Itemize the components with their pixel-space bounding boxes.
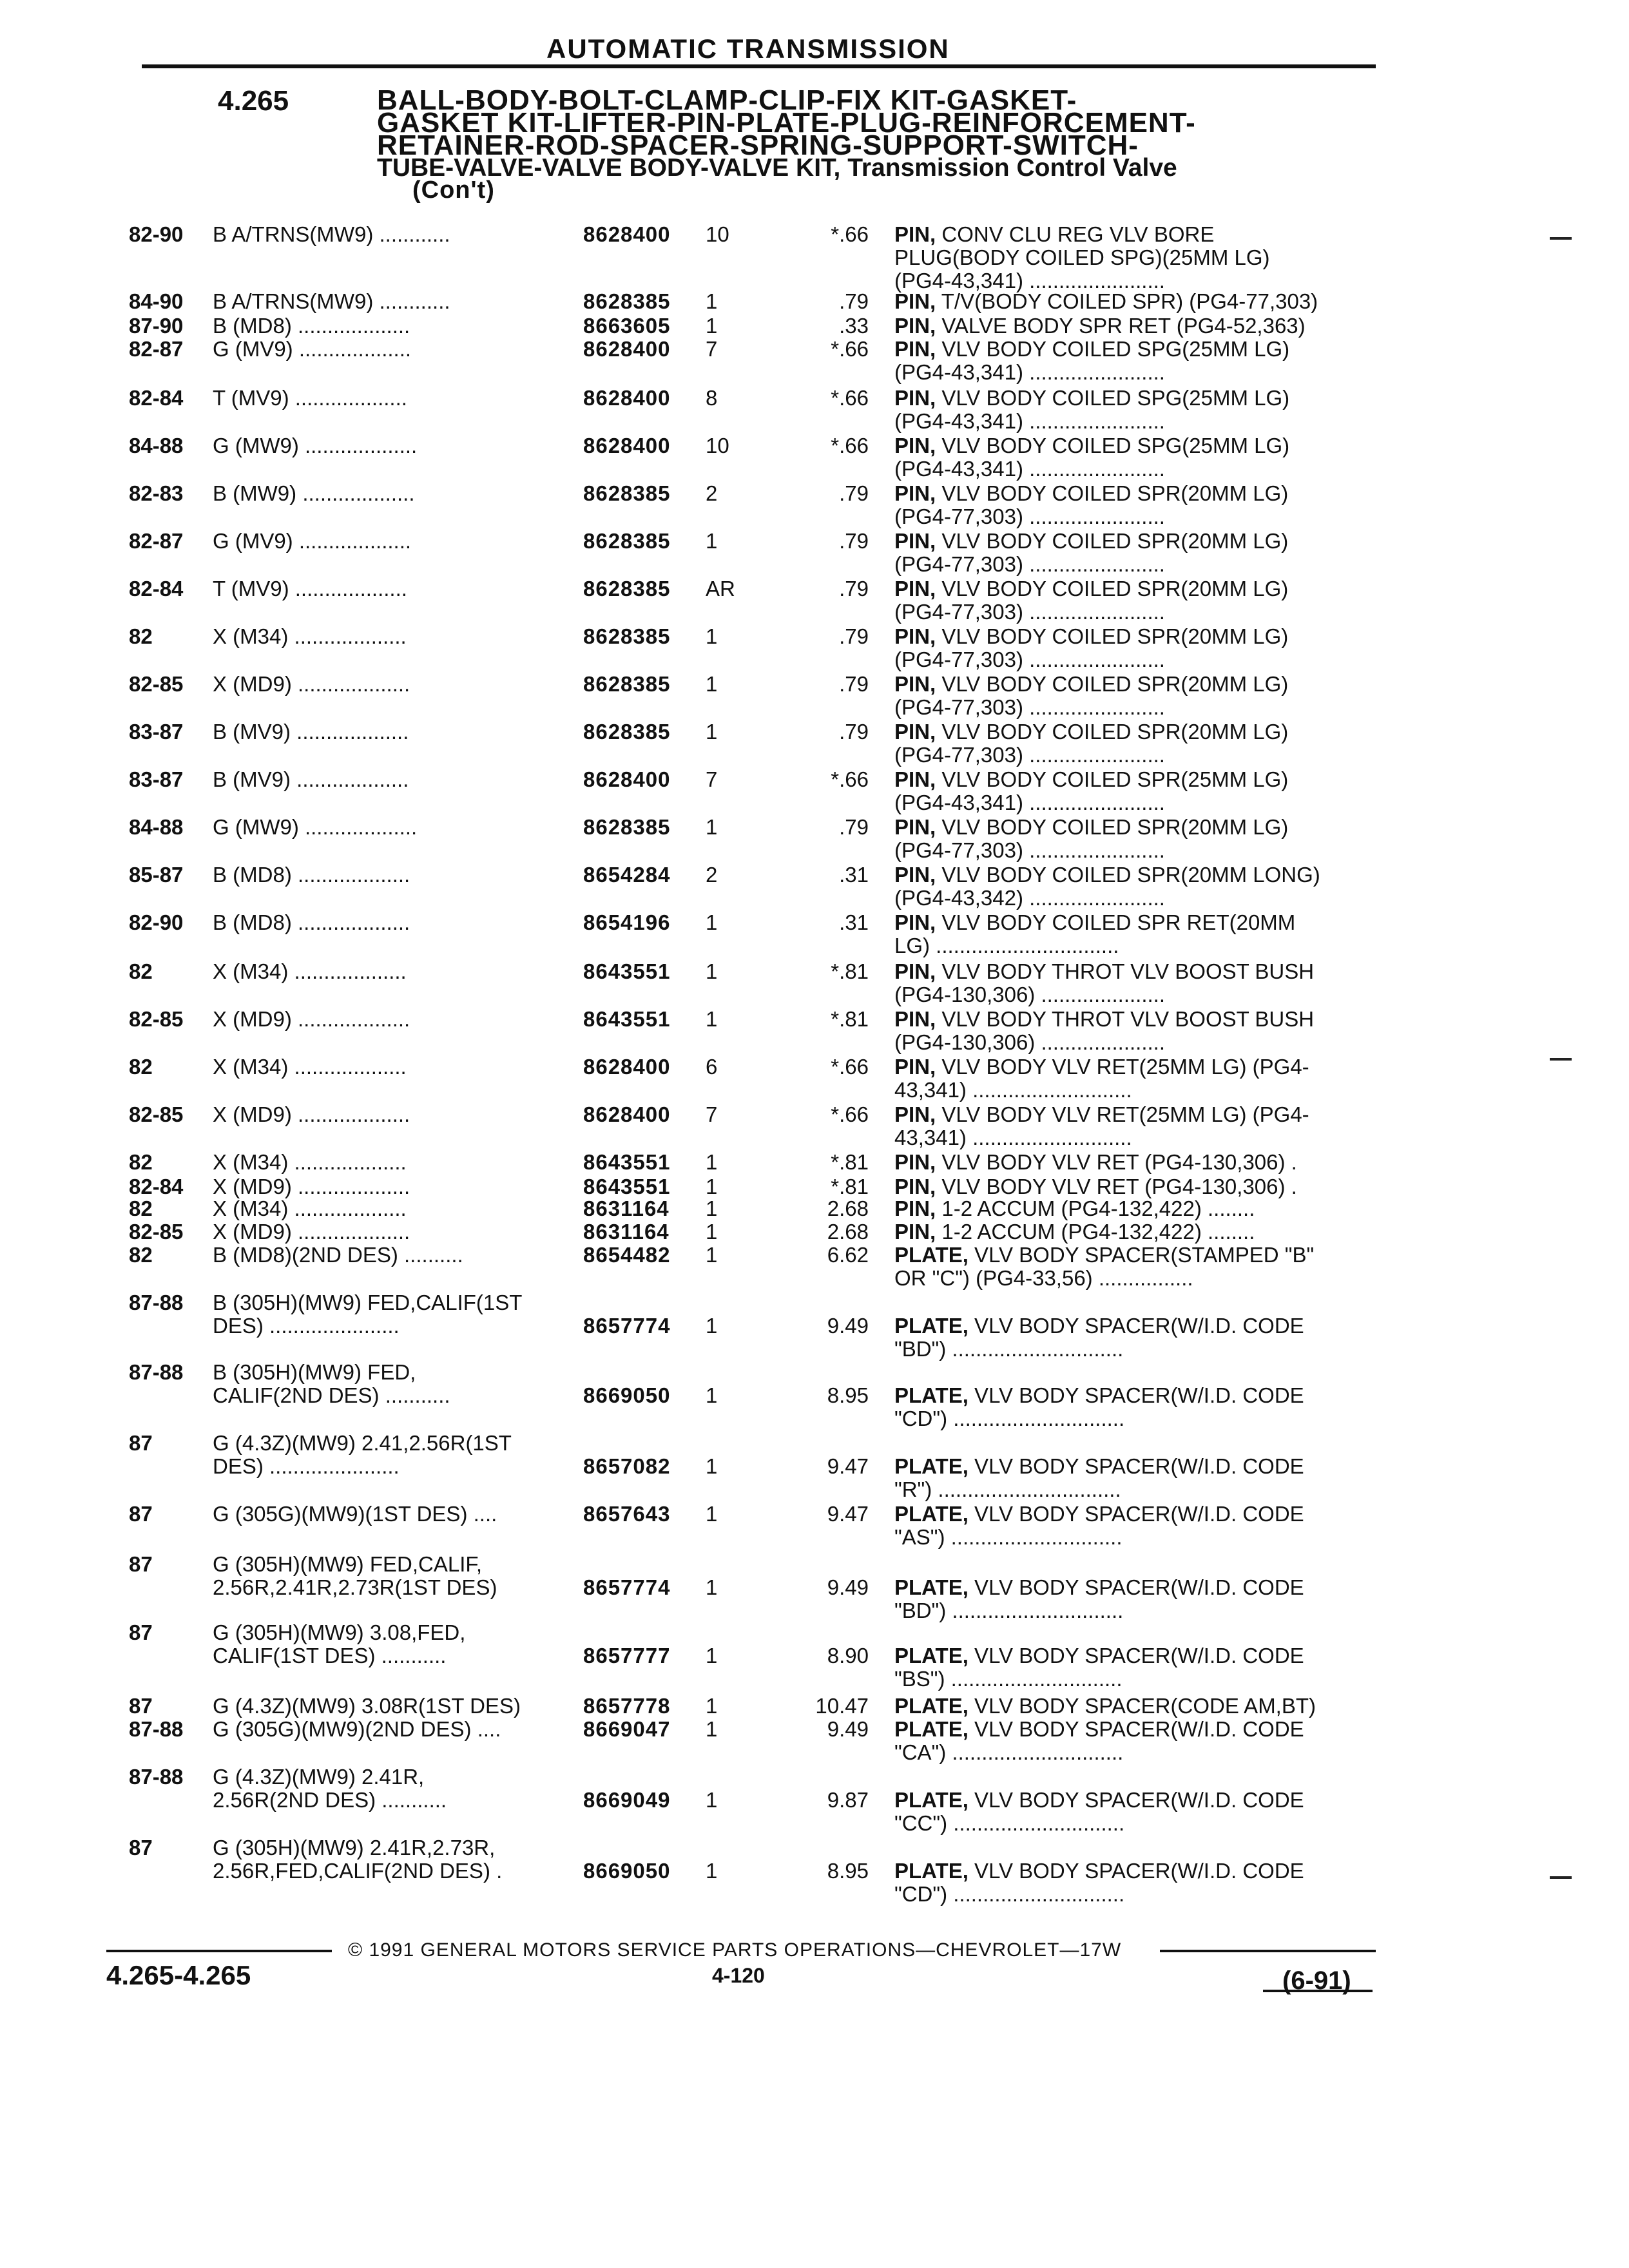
quantity-cell: 7: [706, 1102, 718, 1126]
quantity-cell: 1: [706, 1717, 718, 1741]
description-cell: [894, 1695, 1384, 1718]
section-title-line: GASKET KIT-LIFTER-PIN-PLATE-PLUG-REINFORCEMENT-: [377, 107, 1196, 139]
quantity-cell: 1: [706, 624, 718, 648]
part-number-cell: 8663605: [583, 314, 671, 338]
quantity-cell: 1: [706, 720, 718, 744]
application-cell: G (4.3Z)(MW9) 3.08R(1ST DES): [213, 1694, 521, 1718]
part-number-cell: 8628385: [583, 672, 671, 696]
price-cell: .79: [839, 672, 869, 696]
price-cell: .33: [839, 314, 869, 338]
description-cell: [894, 338, 1384, 384]
quantity-cell: 1: [706, 1314, 718, 1338]
price-cell: 6.62: [827, 1243, 869, 1267]
description-type: PLATE,: [894, 1454, 969, 1478]
part-number-cell: 8657643: [583, 1502, 671, 1526]
application-cell: G (305H)(MW9) FED,CALIF, 2.56R,2.41R,2.73R(1ST DES): [213, 1552, 497, 1599]
description-cell: [894, 1789, 1384, 1835]
description-text: VLV BODY SPACER(W/I.D. CODE "R") ...............................: [894, 1454, 1304, 1501]
description-type: PIN,: [894, 577, 936, 601]
year-cell: 87-88: [129, 1291, 184, 1314]
description-text: VLV BODY COILED SPR(20MM LG) (PG4-77,303) .......................: [894, 815, 1289, 862]
price-cell: 9.49: [827, 1314, 869, 1338]
description-text: VLV BODY SPACER(W/I.D. CODE "CD") .............................: [894, 1859, 1304, 1906]
description-cell: [894, 816, 1384, 862]
description-text: VLV BODY THROT VLV BOOST BUSH (PG4-130,306) .....................: [894, 959, 1315, 1006]
part-number-cell: 8654284: [583, 863, 671, 887]
description-text: VLV BODY COILED SPR(20MM LG) (PG4-77,303) .......................: [894, 672, 1289, 719]
price-cell: .79: [839, 289, 869, 313]
year-cell: 82: [129, 959, 153, 983]
year-cell: 84-88: [129, 434, 184, 457]
description-cell: [894, 1644, 1384, 1691]
price-cell: .79: [839, 720, 869, 744]
description-type: PLATE,: [894, 1314, 969, 1338]
price-cell: 2.68: [827, 1220, 869, 1244]
description-type: PIN,: [894, 434, 936, 457]
application-cell: X (M34) ...................: [213, 1196, 407, 1220]
description-text: VLV BODY SPACER(W/I.D. CODE "CD") .............................: [894, 1383, 1304, 1430]
quantity-cell: 1: [706, 1175, 718, 1198]
part-number-cell: 8628400: [583, 767, 671, 791]
description-cell: [894, 1197, 1384, 1220]
application-cell: G (MV9) ...................: [213, 529, 412, 553]
part-number-cell: 8669047: [583, 1717, 671, 1741]
description-type: PLATE,: [894, 1575, 969, 1599]
description-type: PLATE,: [894, 1788, 969, 1812]
year-cell: 87: [129, 1552, 153, 1576]
year-cell: 85-87: [129, 863, 184, 887]
description-text: VLV BODY COILED SPR(20MM LG) (PG4-77,303) .......................: [894, 720, 1289, 767]
description-type: PIN,: [894, 1150, 936, 1174]
part-number-cell: 8654196: [583, 910, 671, 934]
price-cell: *.81: [831, 1007, 869, 1031]
description-type: PIN,: [894, 720, 936, 744]
part-number-cell: 8628400: [583, 1055, 671, 1079]
description-type: PIN,: [894, 481, 936, 505]
part-number-cell: 8628385: [583, 289, 671, 313]
year-cell: 82-90: [129, 222, 184, 246]
section-continued: (Con't): [412, 177, 495, 204]
description-cell: [894, 1055, 1384, 1102]
description-type: PIN,: [894, 222, 936, 246]
application-cell: B A/TRNS(MW9) ............: [213, 289, 450, 313]
year-cell: 87: [129, 1620, 153, 1644]
quantity-cell: 10: [706, 222, 729, 246]
part-number-cell: 8657778: [583, 1694, 671, 1718]
price-cell: *.81: [831, 959, 869, 983]
description-type: PIN,: [894, 386, 936, 410]
part-number-cell: 8657082: [583, 1454, 671, 1478]
description-cell: [894, 1860, 1384, 1906]
description-text: VLV BODY SPACER(CODE AM,BT): [968, 1694, 1316, 1718]
quantity-cell: 2: [706, 481, 718, 505]
quantity-cell: 1: [706, 289, 718, 313]
price-cell: 2.68: [827, 1196, 869, 1220]
description-text: 1-2 ACCUM (PG4-132,422) ........: [936, 1196, 1255, 1220]
quantity-cell: 1: [706, 1644, 718, 1667]
application-cell: X (M34) ...................: [213, 1150, 407, 1174]
part-number-cell: 8628385: [583, 815, 671, 839]
footer-rule-left: [106, 1950, 332, 1952]
description-cell: [894, 720, 1384, 767]
part-number-cell: 8628400: [583, 337, 671, 361]
price-cell: 9.47: [827, 1454, 869, 1478]
description-type: PLATE,: [894, 1694, 969, 1718]
year-cell: 82-85: [129, 1102, 184, 1126]
part-number-cell: 8628385: [583, 720, 671, 744]
part-number-cell: 8643551: [583, 959, 671, 983]
price-cell: .79: [839, 529, 869, 553]
part-number-cell: 8628385: [583, 481, 671, 505]
description-text: VLV BODY SPACER(W/I.D. CODE "CC") .............................: [894, 1788, 1304, 1835]
description-type: PIN,: [894, 337, 936, 361]
year-cell: 87: [129, 1694, 153, 1718]
application-cell: B (MD8)(2ND DES) ..........: [213, 1243, 463, 1267]
quantity-cell: 1: [706, 1454, 718, 1478]
description-type: PIN,: [894, 314, 936, 338]
year-cell: 82-83: [129, 481, 184, 505]
description-text: VLV BODY COILED SPR(20MM LG) (PG4-77,303) .......................: [894, 577, 1289, 624]
application-cell: B (305H)(MW9) FED,CALIF(1ST DES) ......................: [213, 1291, 523, 1338]
quantity-cell: 1: [706, 672, 718, 696]
description-type: PIN,: [894, 624, 936, 648]
header-title: AUTOMATIC TRANSMISSION: [546, 34, 950, 64]
description-type: PLATE,: [894, 1859, 969, 1883]
part-number-cell: 8657774: [583, 1314, 671, 1338]
description-text: VLV BODY SPACER(STAMPED "B" OR "C") (PG4-33,56) ................: [894, 1243, 1315, 1290]
description-text: VLV BODY SPACER(W/I.D. CODE "CA") .............................: [894, 1717, 1304, 1764]
description-text: VLV BODY VLV RET(25MM LG) (PG4- 43,341) ...........................: [894, 1102, 1309, 1149]
part-number-cell: 8628385: [583, 624, 671, 648]
application-cell: B (MD8) ...................: [213, 863, 410, 887]
year-cell: 82-85: [129, 1007, 184, 1031]
year-cell: 82-85: [129, 672, 184, 696]
description-cell: [894, 673, 1384, 719]
year-cell: 87: [129, 1502, 153, 1526]
part-number-cell: 8628400: [583, 434, 671, 457]
quantity-cell: 1: [706, 1575, 718, 1599]
price-cell: .31: [839, 910, 869, 934]
quantity-cell: AR: [706, 577, 735, 601]
part-number-cell: 8654482: [583, 1243, 671, 1267]
quantity-cell: 1: [706, 910, 718, 934]
price-cell: 8.90: [827, 1644, 869, 1667]
description-cell: [894, 1718, 1384, 1764]
quantity-cell: 1: [706, 1383, 718, 1407]
quantity-cell: 1: [706, 1007, 718, 1031]
price-cell: *.66: [831, 386, 869, 410]
description-text: VLV BODY COILED SPR RET(20MM LG) ...............................: [894, 910, 1296, 957]
year-cell: 82-85: [129, 1220, 184, 1244]
description-type: PIN,: [894, 1220, 936, 1244]
quantity-cell: 7: [706, 767, 718, 791]
year-cell: 82: [129, 1150, 153, 1174]
description-cell: [894, 223, 1384, 293]
quantity-cell: 1: [706, 1788, 718, 1812]
year-cell: 82: [129, 1243, 153, 1267]
description-type: PLATE,: [894, 1717, 969, 1741]
quantity-cell: 1: [706, 529, 718, 553]
price-cell: 9.49: [827, 1717, 869, 1741]
section-title-line: BALL-BODY-BOLT-CLAMP-CLIP-FIX KIT-GASKET-: [377, 84, 1077, 116]
year-cell: 87-88: [129, 1765, 184, 1789]
description-text: VLV BODY SPACER(W/I.D. CODE "AS") .............................: [894, 1502, 1304, 1549]
application-cell: G (305G)(MW9)(1ST DES) ....: [213, 1502, 497, 1526]
part-number-cell: 8669050: [583, 1383, 671, 1407]
application-cell: X (MD9) ...................: [213, 1175, 410, 1198]
description-text: VLV BODY THROT VLV BOOST BUSH (PG4-130,306) .....................: [894, 1007, 1315, 1054]
footer-copyright: © 1991 GENERAL MOTORS SERVICE PARTS OPERATIONS—CHEVROLET—17W: [348, 1939, 1122, 1961]
quantity-cell: 10: [706, 434, 729, 457]
application-cell: T (MV9) ...................: [213, 577, 407, 601]
price-cell: 9.87: [827, 1788, 869, 1812]
description-text: VLV BODY COILED SPR(20MM LG) (PG4-77,303) .......................: [894, 624, 1289, 671]
year-cell: 87: [129, 1836, 153, 1860]
part-number-cell: 8628385: [583, 529, 671, 553]
description-cell: [894, 863, 1384, 910]
year-cell: 82-84: [129, 1175, 184, 1198]
description-type: PIN,: [894, 767, 936, 791]
quantity-cell: 7: [706, 337, 718, 361]
price-cell: *.66: [831, 337, 869, 361]
description-text: VLV BODY COILED SPG(25MM LG) (PG4-43,341) .......................: [894, 337, 1290, 384]
description-cell: [894, 625, 1384, 671]
application-cell: B A/TRNS(MW9) ............: [213, 222, 450, 246]
description-cell: [894, 768, 1384, 814]
application-cell: B (MD8) ...................: [213, 314, 410, 338]
footer-section-range: 4.265-4.265: [106, 1960, 251, 1990]
year-cell: 84-88: [129, 815, 184, 839]
year-cell: 82: [129, 1196, 153, 1220]
quantity-cell: 1: [706, 1243, 718, 1267]
description-text: VLV BODY VLV RET (PG4-130,306) .: [936, 1175, 1297, 1198]
year-cell: 82: [129, 1055, 153, 1079]
application-cell: G (305H)(MW9) 2.41R,2.73R, 2.56R,FED,CALIF(2ND DES) .: [213, 1836, 503, 1883]
description-text: VALVE BODY SPR RET (PG4-52,363): [936, 314, 1306, 338]
margin-tick: [1550, 1058, 1572, 1061]
description-cell: [894, 530, 1384, 576]
description-text: CONV CLU REG VLV BORE PLUG(BODY COILED SPG)(25MM LG) (PG4-43,341) .......................: [894, 222, 1270, 293]
description-cell: [894, 1175, 1384, 1198]
description-cell: [894, 387, 1384, 433]
year-cell: 83-87: [129, 720, 184, 744]
price-cell: 8.95: [827, 1383, 869, 1407]
price-cell: *.66: [831, 434, 869, 457]
year-cell: 87-88: [129, 1360, 184, 1384]
footer-date: (6-91): [1282, 1966, 1351, 1995]
year-cell: 82-87: [129, 529, 184, 553]
description-text: VLV BODY COILED SPR(20MM LONG) (PG4-43,342) .......................: [894, 863, 1320, 910]
description-type: PIN,: [894, 1196, 936, 1220]
section-title-line: RETAINER-ROD-SPACER-SPRING-SUPPORT-SWITCH-: [377, 130, 1139, 161]
application-cell: G (4.3Z)(MW9) 2.41R, 2.56R(2ND DES) ...........: [213, 1765, 447, 1812]
description-text: 1-2 ACCUM (PG4-132,422) ........: [936, 1220, 1255, 1244]
application-cell: B (305H)(MW9) FED, CALIF(2ND DES) ...........: [213, 1360, 450, 1407]
quantity-cell: 1: [706, 1150, 718, 1174]
application-cell: G (4.3Z)(MW9) 2.41,2.56R(1ST DES) ......................: [213, 1431, 512, 1478]
part-number-cell: 8643551: [583, 1175, 671, 1198]
application-cell: X (MD9) ...................: [213, 1007, 410, 1031]
price-cell: 10.47: [815, 1694, 869, 1718]
application-cell: B (MV9) ...................: [213, 767, 409, 791]
description-text: VLV BODY VLV RET (PG4-130,306) .: [936, 1150, 1297, 1174]
description-text: VLV BODY COILED SPG(25MM LG) (PG4-43,341) .......................: [894, 386, 1290, 433]
margin-tick: [1550, 237, 1572, 240]
application-cell: X (MD9) ...................: [213, 1102, 410, 1126]
year-cell: 87-88: [129, 1717, 184, 1741]
description-cell: [894, 1314, 1384, 1361]
margin-tick: [1550, 1876, 1572, 1879]
description-text: VLV BODY SPACER(W/I.D. CODE "BS") .............................: [894, 1644, 1304, 1691]
year-cell: 84-90: [129, 289, 184, 313]
price-cell: .79: [839, 815, 869, 839]
application-cell: B (MW9) ...................: [213, 481, 415, 505]
application-cell: G (305H)(MW9) 3.08,FED, CALIF(1ST DES) ...........: [213, 1620, 466, 1667]
price-cell: .31: [839, 863, 869, 887]
price-cell: *.66: [831, 222, 869, 246]
application-cell: B (MD8) ...................: [213, 910, 410, 934]
price-cell: 9.49: [827, 1575, 869, 1599]
year-cell: 82: [129, 624, 153, 648]
description-cell: [894, 1151, 1384, 1174]
quantity-cell: 1: [706, 959, 718, 983]
price-cell: .79: [839, 624, 869, 648]
description-text: VLV BODY COILED SPR(25MM LG) (PG4-43,341) .......................: [894, 767, 1289, 814]
part-number-cell: 8628400: [583, 386, 671, 410]
description-cell: [894, 911, 1384, 957]
quantity-cell: 1: [706, 1196, 718, 1220]
description-text: VLV BODY SPACER(W/I.D. CODE "BD") .............................: [894, 1314, 1304, 1361]
application-cell: X (MD9) ...................: [213, 1220, 410, 1244]
quantity-cell: 2: [706, 863, 718, 887]
description-cell: [894, 1220, 1384, 1244]
section-number: 4.265: [218, 85, 289, 117]
quantity-cell: 8: [706, 386, 718, 410]
application-cell: G (305G)(MW9)(2ND DES) ....: [213, 1717, 501, 1741]
footer-page-number: 4-120: [712, 1964, 765, 1987]
description-type: PLATE,: [894, 1383, 969, 1407]
description-type: PIN,: [894, 672, 936, 696]
description-type: PIN,: [894, 910, 936, 934]
description-type: PIN,: [894, 1007, 936, 1031]
part-number-cell: 8669050: [583, 1859, 671, 1883]
price-cell: .79: [839, 577, 869, 601]
description-cell: [894, 577, 1384, 624]
description-text: VLV BODY COILED SPG(25MM LG) (PG4-43,341) .......................: [894, 434, 1290, 481]
application-cell: G (MW9) ...................: [213, 434, 418, 457]
description-type: PIN,: [894, 1102, 936, 1126]
price-cell: *.66: [831, 1102, 869, 1126]
description-text: VLV BODY VLV RET(25MM LG) (PG4- 43,341) ...........................: [894, 1055, 1309, 1102]
year-cell: 87: [129, 1431, 153, 1455]
quantity-cell: 1: [706, 1859, 718, 1883]
application-cell: T (MV9) ...................: [213, 386, 407, 410]
description-type: PLATE,: [894, 1502, 969, 1526]
year-cell: 82-84: [129, 577, 184, 601]
description-type: PIN,: [894, 815, 936, 839]
part-number-cell: 8643551: [583, 1150, 671, 1174]
description-cell: [894, 482, 1384, 528]
description-text: VLV BODY COILED SPR(20MM LG) (PG4-77,303) .......................: [894, 481, 1289, 528]
description-cell: [894, 1576, 1384, 1622]
description-cell: [894, 314, 1384, 338]
description-text: VLV BODY COILED SPR(20MM LG) (PG4-77,303) .......................: [894, 529, 1289, 576]
part-number-cell: 8643551: [583, 1007, 671, 1031]
footer-rule-right: [1160, 1950, 1376, 1952]
price-cell: *.66: [831, 1055, 869, 1079]
year-cell: 82-90: [129, 910, 184, 934]
description-cell: [894, 960, 1384, 1006]
description-cell: [894, 1103, 1384, 1149]
application-cell: X (M34) ...................: [213, 959, 407, 983]
part-number-cell: 8628385: [583, 577, 671, 601]
part-number-cell: 8669049: [583, 1788, 671, 1812]
price-cell: .79: [839, 481, 869, 505]
quantity-cell: 1: [706, 1502, 718, 1526]
application-cell: G (MW9) ...................: [213, 815, 418, 839]
application-cell: X (M34) ...................: [213, 1055, 407, 1079]
quantity-cell: 1: [706, 1220, 718, 1244]
description-type: PIN,: [894, 1055, 936, 1079]
application-cell: X (MD9) ...................: [213, 672, 410, 696]
description-cell: [894, 434, 1384, 481]
description-type: PIN,: [894, 289, 936, 313]
price-cell: *.81: [831, 1175, 869, 1198]
quantity-cell: 1: [706, 815, 718, 839]
description-type: PLATE,: [894, 1243, 969, 1267]
description-cell: [894, 1455, 1384, 1501]
year-cell: 82-87: [129, 337, 184, 361]
year-cell: 87-90: [129, 314, 184, 338]
description-type: PIN,: [894, 959, 936, 983]
price-cell: *.66: [831, 767, 869, 791]
part-number-cell: 8657777: [583, 1644, 671, 1667]
application-cell: B (MV9) ...................: [213, 720, 409, 744]
quantity-cell: 1: [706, 314, 718, 338]
quantity-cell: 1: [706, 1694, 718, 1718]
description-cell: [894, 1008, 1384, 1054]
year-cell: 83-87: [129, 767, 184, 791]
application-cell: G (MV9) ...................: [213, 337, 412, 361]
description-text: VLV BODY SPACER(W/I.D. CODE "BD") .............................: [894, 1575, 1304, 1622]
description-text: T/V(BODY COILED SPR) (PG4-77,303): [936, 289, 1318, 313]
description-type: PIN,: [894, 529, 936, 553]
price-cell: 9.47: [827, 1502, 869, 1526]
description-type: PLATE,: [894, 1644, 969, 1667]
part-number-cell: 8628400: [583, 1102, 671, 1126]
description-type: PIN,: [894, 863, 936, 887]
application-cell: X (M34) ...................: [213, 624, 407, 648]
part-number-cell: 8657774: [583, 1575, 671, 1599]
description-cell: [894, 290, 1384, 313]
section-title-line: TUBE-VALVE-VALVE BODY-VALVE KIT, Transmission Control Valve: [377, 154, 1177, 182]
description-cell: [894, 1244, 1384, 1290]
quantity-cell: 6: [706, 1055, 718, 1079]
price-cell: 8.95: [827, 1859, 869, 1883]
description-type: PIN,: [894, 1175, 936, 1198]
description-cell: [894, 1503, 1384, 1549]
part-number-cell: 8631164: [583, 1220, 670, 1244]
part-number-cell: 8631164: [583, 1196, 670, 1220]
description-cell: [894, 1384, 1384, 1430]
part-number-cell: 8628400: [583, 222, 671, 246]
year-cell: 82-84: [129, 386, 184, 410]
price-cell: *.81: [831, 1150, 869, 1174]
